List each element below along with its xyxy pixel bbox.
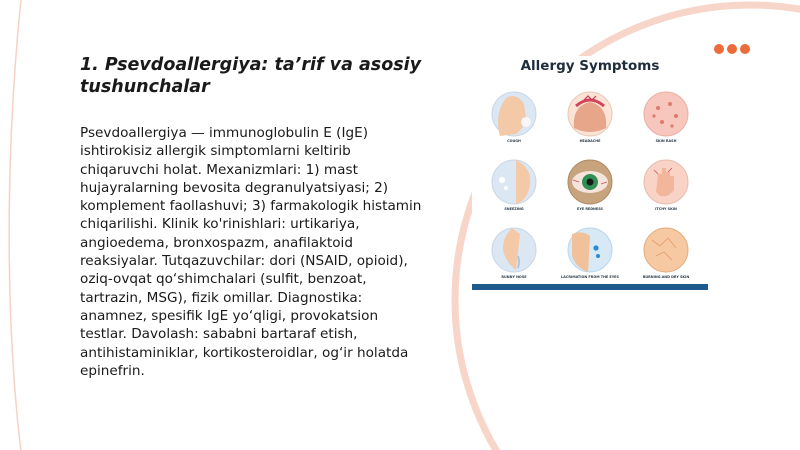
symptom-label: SKIN RASH <box>655 139 677 143</box>
symptom-label: ITCHY SKIN <box>655 207 677 211</box>
decorative-dots <box>714 39 753 49</box>
eye-redness-icon <box>568 160 612 204</box>
allergy-symptoms-figure <box>472 56 708 292</box>
symptom-label: COUGH <box>507 139 521 143</box>
skin-rash-icon <box>644 92 688 136</box>
symptom-label: EYE REDNESS <box>577 207 603 211</box>
dot-icon <box>740 44 750 54</box>
symptoms-grid <box>472 84 708 292</box>
burning-dry-skin-icon <box>644 228 688 272</box>
dot-icon <box>727 44 737 54</box>
symptom-label: BURNING AND DRY SKIN <box>642 275 690 279</box>
lacrimation-icon <box>568 228 612 272</box>
figure-footer-bar <box>472 284 708 290</box>
slide-title: 1. Psevdoallergiya: ta’rif va asosiy tushunchalar <box>80 55 422 97</box>
symptom-label: RUNNY NOSE <box>501 275 527 279</box>
figure-title: Allergy Symptoms <box>520 58 660 74</box>
cough-icon <box>492 92 536 136</box>
runny-nose-icon <box>492 228 536 272</box>
itchy-skin-icon <box>644 160 688 204</box>
headache-icon <box>568 92 612 136</box>
symptom-label: LACRIMATION FROM THE EYES <box>561 275 619 279</box>
symptom-label: HEADACHE <box>579 139 601 143</box>
symptom-label: SNEEZING <box>504 207 524 211</box>
slide-body-text: Psevdoallergiya — immunoglobulin E (IgE) ishtirokisiz allergik simptomlarni keltirib chiqaruvchi holat. Mexanizmlari: 1) mast hujayralarning bevosita degranulyatsiyasi; 2) komplement faollashuvi; 3) farmakologik histamin chiqarilishi. Klinik ko'rinishlari: urtikariya, angioedema, bronxospazm, anafilaktoid reaksiyalar. Tutqazuvchilar: dori (NSAID, opioid), oziq-ovqat qo‘shimchalari (sulfit, benzoat, tartrazin, MSG), fizik omillar. Diagnostika: anamnez, spesifik IgE yo‘qligi, provokatsion testlar. Davolash: sababni bartaraf etish, antihistaminiklar, kortikosteroidlar, og‘ir holatda epinefrin. <box>80 125 422 379</box>
dot-icon <box>714 44 724 54</box>
sneezing-icon <box>492 160 536 204</box>
